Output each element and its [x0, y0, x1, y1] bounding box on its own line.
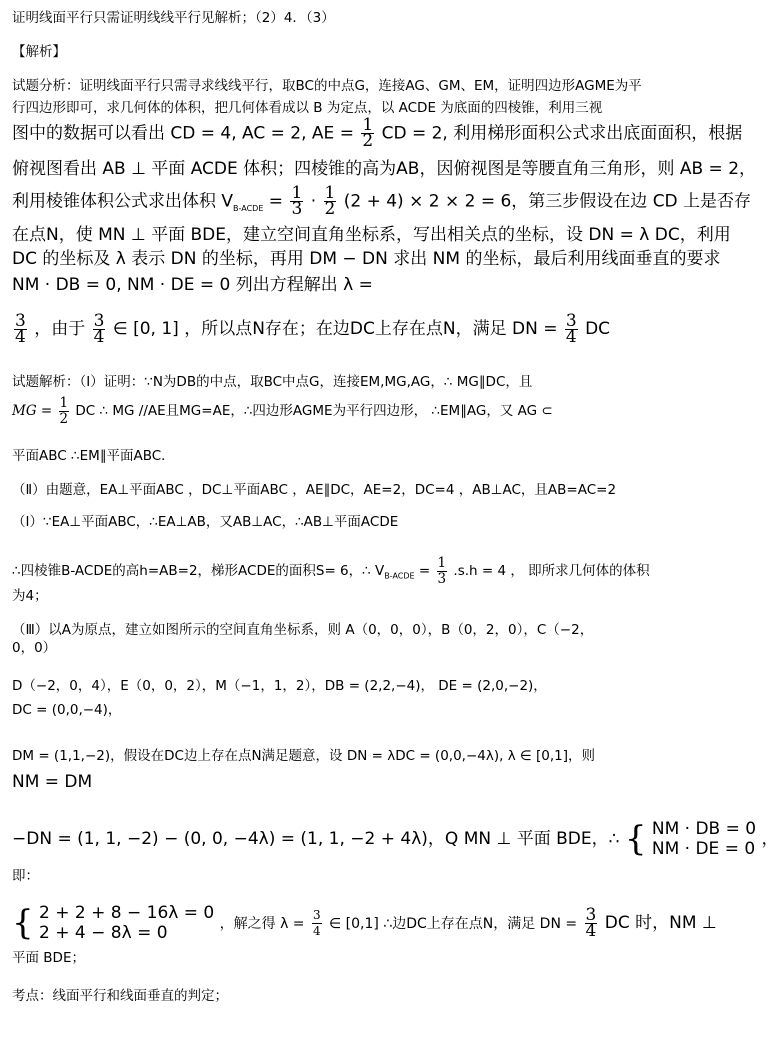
analysis-line: 俯视图看出 AB ⊥ 平面 ACDE 体积；四棱锥的高为AB，因俯视图是等腰直角三角形，则 AB = 2，	[12, 159, 757, 179]
knowledge-point: 考点：线面平行和线面垂直的判定；	[12, 988, 228, 1004]
proof-line: 平面ABC ∴EM∥平面ABC．	[12, 448, 175, 464]
proof-line: D（−2，0，4），E（0，0，2），M（−1，1，2），DB = (2,2,−4)， DE = (2,0,−2)，	[12, 678, 547, 694]
fraction: $\frac{3}{4}$	[585, 904, 597, 941]
proof-line: ∴四棱锥B-ACDE的高h=AB=2，梯形ACDE的面积S= 6，∴ $V_{B-ACDE}$ = $\frac{1}{3}$ .s.h = 4 ， 即所求几何体的体积	[12, 554, 650, 587]
section-heading-analysis: 【解析】	[12, 44, 66, 60]
analysis-line: 试题分析：证明线面平行只需寻求线线平行，取BC的中点G，连接AG、GM、EM，证明四边形AGME为平	[12, 78, 642, 94]
proof-line: DM = (1,1,−2)，假设在DC边上存在点N满足题意，设 DN = λDC = (0,0,−4λ), λ ∈ [0,1]，则	[12, 748, 596, 764]
analysis-line: DC 的坐标及 λ 表示 DN 的坐标，再用 DM − DN 求出 NM 的坐标，最后利用线面垂直的要求	[12, 249, 721, 269]
fraction: $\frac{3}{4}$	[312, 907, 321, 938]
proof-line: 即：	[12, 868, 39, 884]
proof-line: 试题解析：（Ⅰ）证明：∵N为DB的中点，取BC中点G，连接EM,MG,AG，∴ MG∥DC，且	[12, 374, 533, 390]
equation-system: NM · DB = 0 NM · DE = 0	[651, 819, 757, 859]
proof-line: （Ⅲ）以A为原点，建立如图所示的空间直角坐标系，则 A（0，0，0），B（0，2，0），C（−2，	[12, 622, 594, 638]
answer-summary: 证明线面平行只需证明线线平行见解析；（2）4．（3）	[12, 10, 335, 26]
proof-line: （Ⅱ）由题意，EA⊥平面ABC ，DC⊥平面ABC ，AE∥DC，AE=2，DC=4 ，AB⊥AC，且AB=AC=2	[12, 482, 617, 498]
proof-line: （Ⅰ）∵EA⊥平面ABC，∴EA⊥AB，又AB⊥AC，∴AB⊥平面ACDE	[12, 514, 399, 530]
proof-line: 为4；	[12, 588, 48, 604]
proof-line: MG = $\frac{1}{2}$ DC ∴ MG //AE且MG=AE，∴四边形AGME为平行四边形， ∴EM∥AG，又 AG ⊂	[12, 394, 553, 427]
analysis-line: 在点N，使 MN ⊥ 平面 BDE，建立空间直角坐标系，写出相关点的坐标，设 DN = λ DC，利用	[12, 225, 731, 245]
proof-line: 平面 BDE；	[12, 950, 85, 966]
fraction: $\frac{3}{4}$	[93, 310, 105, 347]
proof-line: −DN = (1, 1, −2) − (0, 0, −4λ) = (1, 1, −2 + 4λ)，Q MN ⊥ 平面 BDE，∴ { NM · DB = 0 NM · DE = 0 ，	[12, 819, 779, 859]
fraction: $\frac{1}{3}$	[291, 183, 303, 219]
proof-line: DC = (0,0,−4)，	[12, 702, 122, 718]
equation-system: 2 + 2 + 8 − 16λ = 0 2 + 4 − 8λ = 0	[39, 903, 215, 943]
analysis-line: 行四边形即可，求几何体的体积，把几何体看成以 B 为定点，以 ACDE 为底面的四棱锥，利用三视	[12, 100, 603, 116]
fraction: $\frac{1}{2}$	[59, 394, 69, 427]
analysis-line: 利用棱锥体积公式求出体积 $V_{B-ACDE}$ = $\frac{1}{3}$ · $\frac{1}{2}$ (2 + 4) × 2 × 2 = 6，第三步假设在边 CD 上是否存	[12, 183, 752, 219]
analysis-line: 图中的数据可以看出 CD = 4, AC = 2, AE = $\frac{1}{2}$ CD = 2, 利用梯形面积公式求出底面面积，根据	[12, 115, 743, 151]
analysis-line: $\frac{3}{4}$ ，由于 $\frac{3}{4}$ ∈ [0, 1] ，所以点N存在；在边DC上存在点N，满足 DN = $\frac{3}{4}$ DC	[15, 310, 611, 347]
fraction: $\frac{3}{4}$	[15, 310, 26, 347]
fraction: $\frac{1}{2}$	[362, 115, 374, 151]
proof-line: 0，0）	[12, 640, 57, 656]
analysis-line: NM · DB = 0, NM · DE = 0 列出方程解出 λ =	[12, 275, 373, 295]
proof-line: NM = DM	[12, 772, 93, 792]
fraction: $\frac{1}{2}$	[324, 183, 336, 219]
proof-line: { 2 + 2 + 8 − 16λ = 0 2 + 4 − 8λ = 0 ，解之得 λ = $\frac{3}{4}$ ∈ [0,1] ∴边DC上存在点N，满足 DN = $\frac{3}{4}$ DC 时，NM ⊥	[12, 903, 717, 943]
left-brace: {	[624, 819, 647, 859]
left-brace: {	[12, 903, 34, 943]
fraction: $\frac{1}{3}$	[437, 554, 447, 587]
fraction: $\frac{3}{4}$	[565, 310, 577, 347]
